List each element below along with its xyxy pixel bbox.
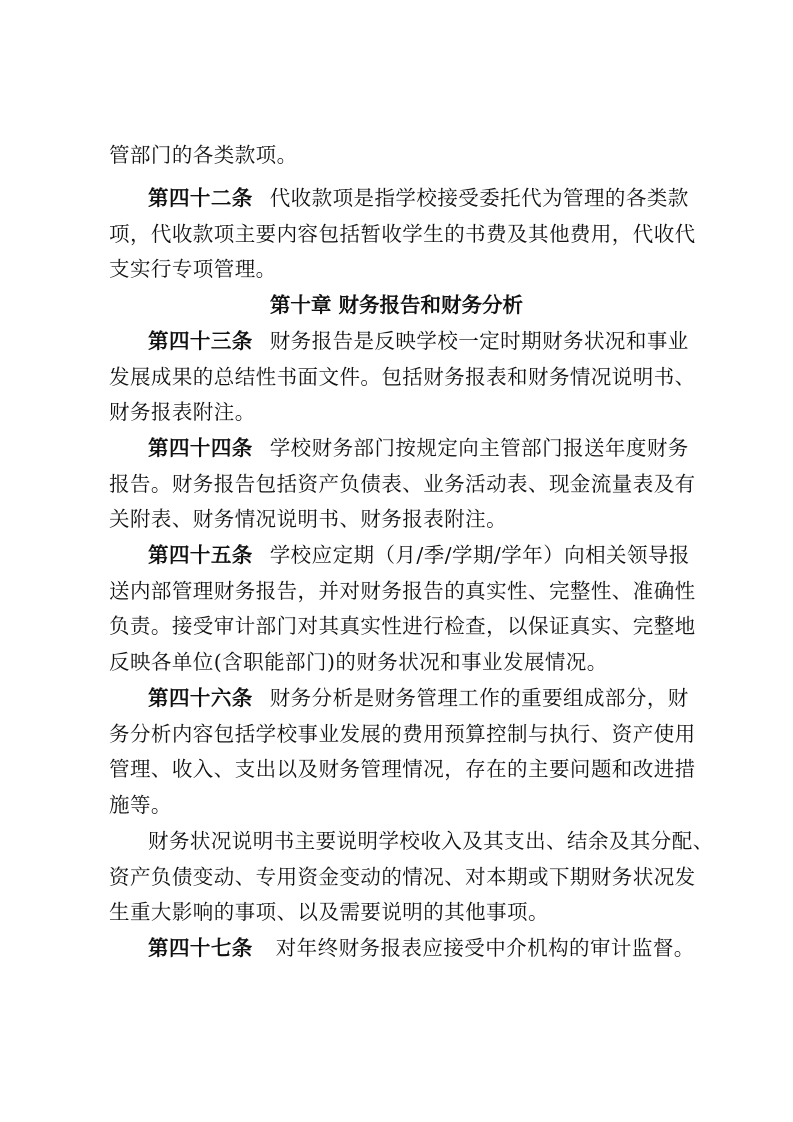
article-label: 第四十六条 xyxy=(148,686,253,710)
text-line xyxy=(109,140,298,170)
article-label: 第四十二条 xyxy=(148,186,253,210)
chapter-heading: 第十章 财务报告和财务分析 xyxy=(269,293,524,317)
line-text: 财务报表附注。 xyxy=(109,400,256,424)
text-line xyxy=(109,719,696,749)
article-label: 第四十五条 xyxy=(148,543,253,567)
text-line xyxy=(109,611,696,641)
article-42 xyxy=(148,183,689,213)
text-line xyxy=(109,754,696,784)
article-46 xyxy=(148,683,689,713)
line-text: 报告。财务报告包括资产负债表、业务活动表、现金流量表及有 xyxy=(109,472,696,496)
text-line xyxy=(109,862,696,892)
line-text: 财务状况说明书主要说明学校收入及其支出、结余及其分配、 xyxy=(148,829,714,853)
line-text: 代收款项是指学校接受委托代为管理的各类款 xyxy=(269,186,689,210)
text-line xyxy=(109,254,277,284)
line-text: 学校应定期（月/季/学期/学年）向相关领导报 xyxy=(269,543,690,567)
text-line xyxy=(109,219,696,249)
line-text: 关附表、财务情况说明书、财务报表附注。 xyxy=(109,507,508,531)
article-44 xyxy=(148,433,689,463)
article-47 xyxy=(148,933,695,963)
text-line xyxy=(109,897,549,927)
text-line xyxy=(109,647,608,677)
line-text: 支实行专项管理。 xyxy=(109,257,277,281)
article-label: 第四十四条 xyxy=(148,436,253,460)
line-text: 财务报告是反映学校一定时期财务状况和事业 xyxy=(269,329,689,353)
line-text: 务分析内容包括学校事业发展的费用预算控制与执行、资产使用 xyxy=(109,722,696,746)
line-text: 反映各单位(含职能部门)的财务状况和事业发展情况。 xyxy=(109,650,608,674)
line-text: 资产负债变动、专用资金变动的情况、对本期或下期财务状况发 xyxy=(109,865,696,889)
line-text: 管部门的各类款项。 xyxy=(109,143,298,167)
text-line xyxy=(109,362,696,392)
article-label: 第四十三条 xyxy=(148,329,253,353)
text-line xyxy=(109,576,696,606)
line-text: 对年终财务报表应接受中介机构的审计监督。 xyxy=(275,936,695,960)
text-line xyxy=(109,469,696,499)
article-label: 第四十七条 xyxy=(148,936,253,960)
article-43 xyxy=(148,326,689,356)
text-line xyxy=(109,397,256,427)
text-line xyxy=(109,790,172,820)
text-line xyxy=(109,504,507,534)
article-45 xyxy=(148,540,690,570)
line-text: 施等。 xyxy=(109,793,172,817)
line-text: 财务分析是财务管理工作的重要组成部分，财 xyxy=(269,686,689,710)
line-text: 项，代收款项主要内容包括暂收学生的书费及其他费用，代收代 xyxy=(109,222,696,246)
line-text: 送内部管理财务报告，并对财务报告的真实性、完整性、准确性 xyxy=(109,579,696,603)
line-text: 生重大影响的事项、以及需要说明的其他事项。 xyxy=(109,900,549,924)
text-line xyxy=(148,826,714,856)
line-text: 管理、收入、支出以及财务管理情况，存在的主要问题和改进措 xyxy=(109,757,696,781)
line-text: 发展成果的总结性书面文件。包括财务报表和财务情况说明书、 xyxy=(109,365,696,389)
line-text: 负责。接受审计部门对其真实性进行检查，以保证真实、完整地 xyxy=(109,614,696,638)
line-text: 学校财务部门按规定向主管部门报送年度财务 xyxy=(269,436,689,460)
